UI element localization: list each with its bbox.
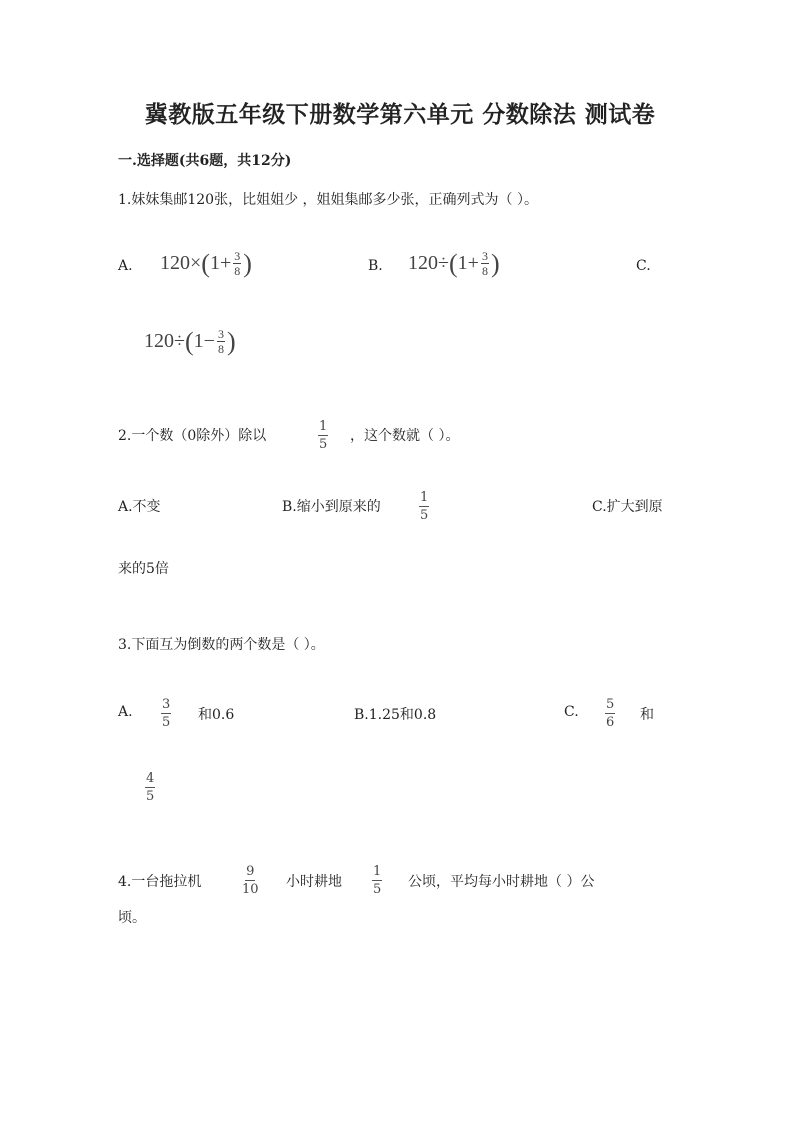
denominator: 8 [217, 342, 224, 356]
denominator: 8 [481, 264, 488, 278]
right-paren: ) [490, 248, 500, 278]
q2-option-b-fraction [419, 491, 429, 522]
q1-option-a-expression [160, 250, 252, 277]
right-paren: ) [226, 326, 236, 356]
q3-option-a-text: 和0.6 [198, 707, 235, 723]
q1-option-c-label: C. [636, 258, 651, 274]
denominator: 5 [420, 508, 429, 523]
denominator: 10 [242, 882, 259, 897]
denominator: 5 [146, 789, 155, 804]
numerator: 5 [606, 697, 615, 712]
q1-option-c-expression [144, 328, 236, 355]
q4-fraction-2 [372, 865, 382, 896]
expr-prefix: 120÷ [408, 252, 449, 274]
q2-option-c: C.扩大到原 [592, 499, 663, 515]
question-4-prefix: 4.一台拖拉机 [118, 874, 202, 890]
numerator: 3 [162, 697, 171, 712]
fraction [481, 250, 489, 277]
numerator: 1 [420, 490, 429, 505]
q2-option-a: A.不变 [118, 499, 161, 515]
q1-option-a-label: A. [118, 258, 133, 274]
question-2-prefix: 2.一个数（0除外）除以 [118, 428, 267, 444]
denominator: 5 [319, 437, 328, 452]
numerator: 3 [234, 249, 241, 263]
q3-option-a-fraction [161, 698, 171, 729]
question-4-continued: 顷。 [118, 910, 146, 926]
q4-fraction-1 [242, 865, 259, 896]
q2-option-c-continued: 来的5倍 [118, 561, 169, 577]
question-4-suffix: 公顷，平均每小时耕地（ ）公 [408, 874, 595, 890]
page-title: 冀教版五年级下册数学第六单元 分数除法 测试卷 [144, 101, 656, 128]
q2-option-b: B.缩小到原来的 [282, 499, 381, 515]
expr-prefix: 120÷ [144, 330, 185, 352]
denominator: 8 [234, 264, 241, 278]
q2-fraction [318, 420, 328, 451]
numerator: 1 [373, 864, 382, 879]
numerator: 3 [481, 249, 488, 263]
right-paren: ) [243, 248, 252, 278]
numerator: 3 [217, 327, 224, 341]
q3-option-b: B.1.25和0.8 [354, 707, 437, 723]
fraction [217, 328, 225, 355]
question-1-text: 1.妹妹集邮120张，比姐姐少 ，姐姐集邮多少张，正确列式为（ ）。 [118, 192, 538, 208]
q3-option-c-fraction [605, 698, 615, 729]
q1-option-b-label: B. [368, 258, 383, 274]
q3-option-c-text: 和 [640, 707, 654, 723]
fraction [233, 250, 241, 277]
question-3-text: 3.下面互为倒数的两个数是（ ）。 [118, 637, 325, 653]
denominator: 5 [373, 882, 382, 897]
q3-option-a-label: A. [118, 704, 133, 720]
question-4-middle: 小时耕地 [286, 874, 342, 890]
expr-one: 1+ [209, 252, 232, 274]
denominator: 5 [162, 715, 171, 730]
section-heading: 一.选择题(共6题，共12分) [118, 153, 292, 169]
q3-option-c-label: C. [564, 704, 579, 720]
denominator: 6 [606, 715, 615, 730]
question-2-suffix: ，这个数就（ ）。 [350, 428, 460, 444]
numerator: 4 [146, 771, 155, 786]
expr-prefix: 120× [160, 252, 202, 274]
q1-option-b-expression [408, 250, 500, 277]
q3-option-c-second-fraction [145, 772, 155, 803]
expr-one: 1− [193, 330, 215, 352]
left-paren: ( [184, 326, 194, 356]
left-paren: ( [448, 248, 458, 278]
left-paren: ( [201, 248, 210, 278]
expr-one: 1+ [457, 252, 479, 274]
numerator: 9 [246, 864, 255, 879]
numerator: 1 [319, 419, 328, 434]
